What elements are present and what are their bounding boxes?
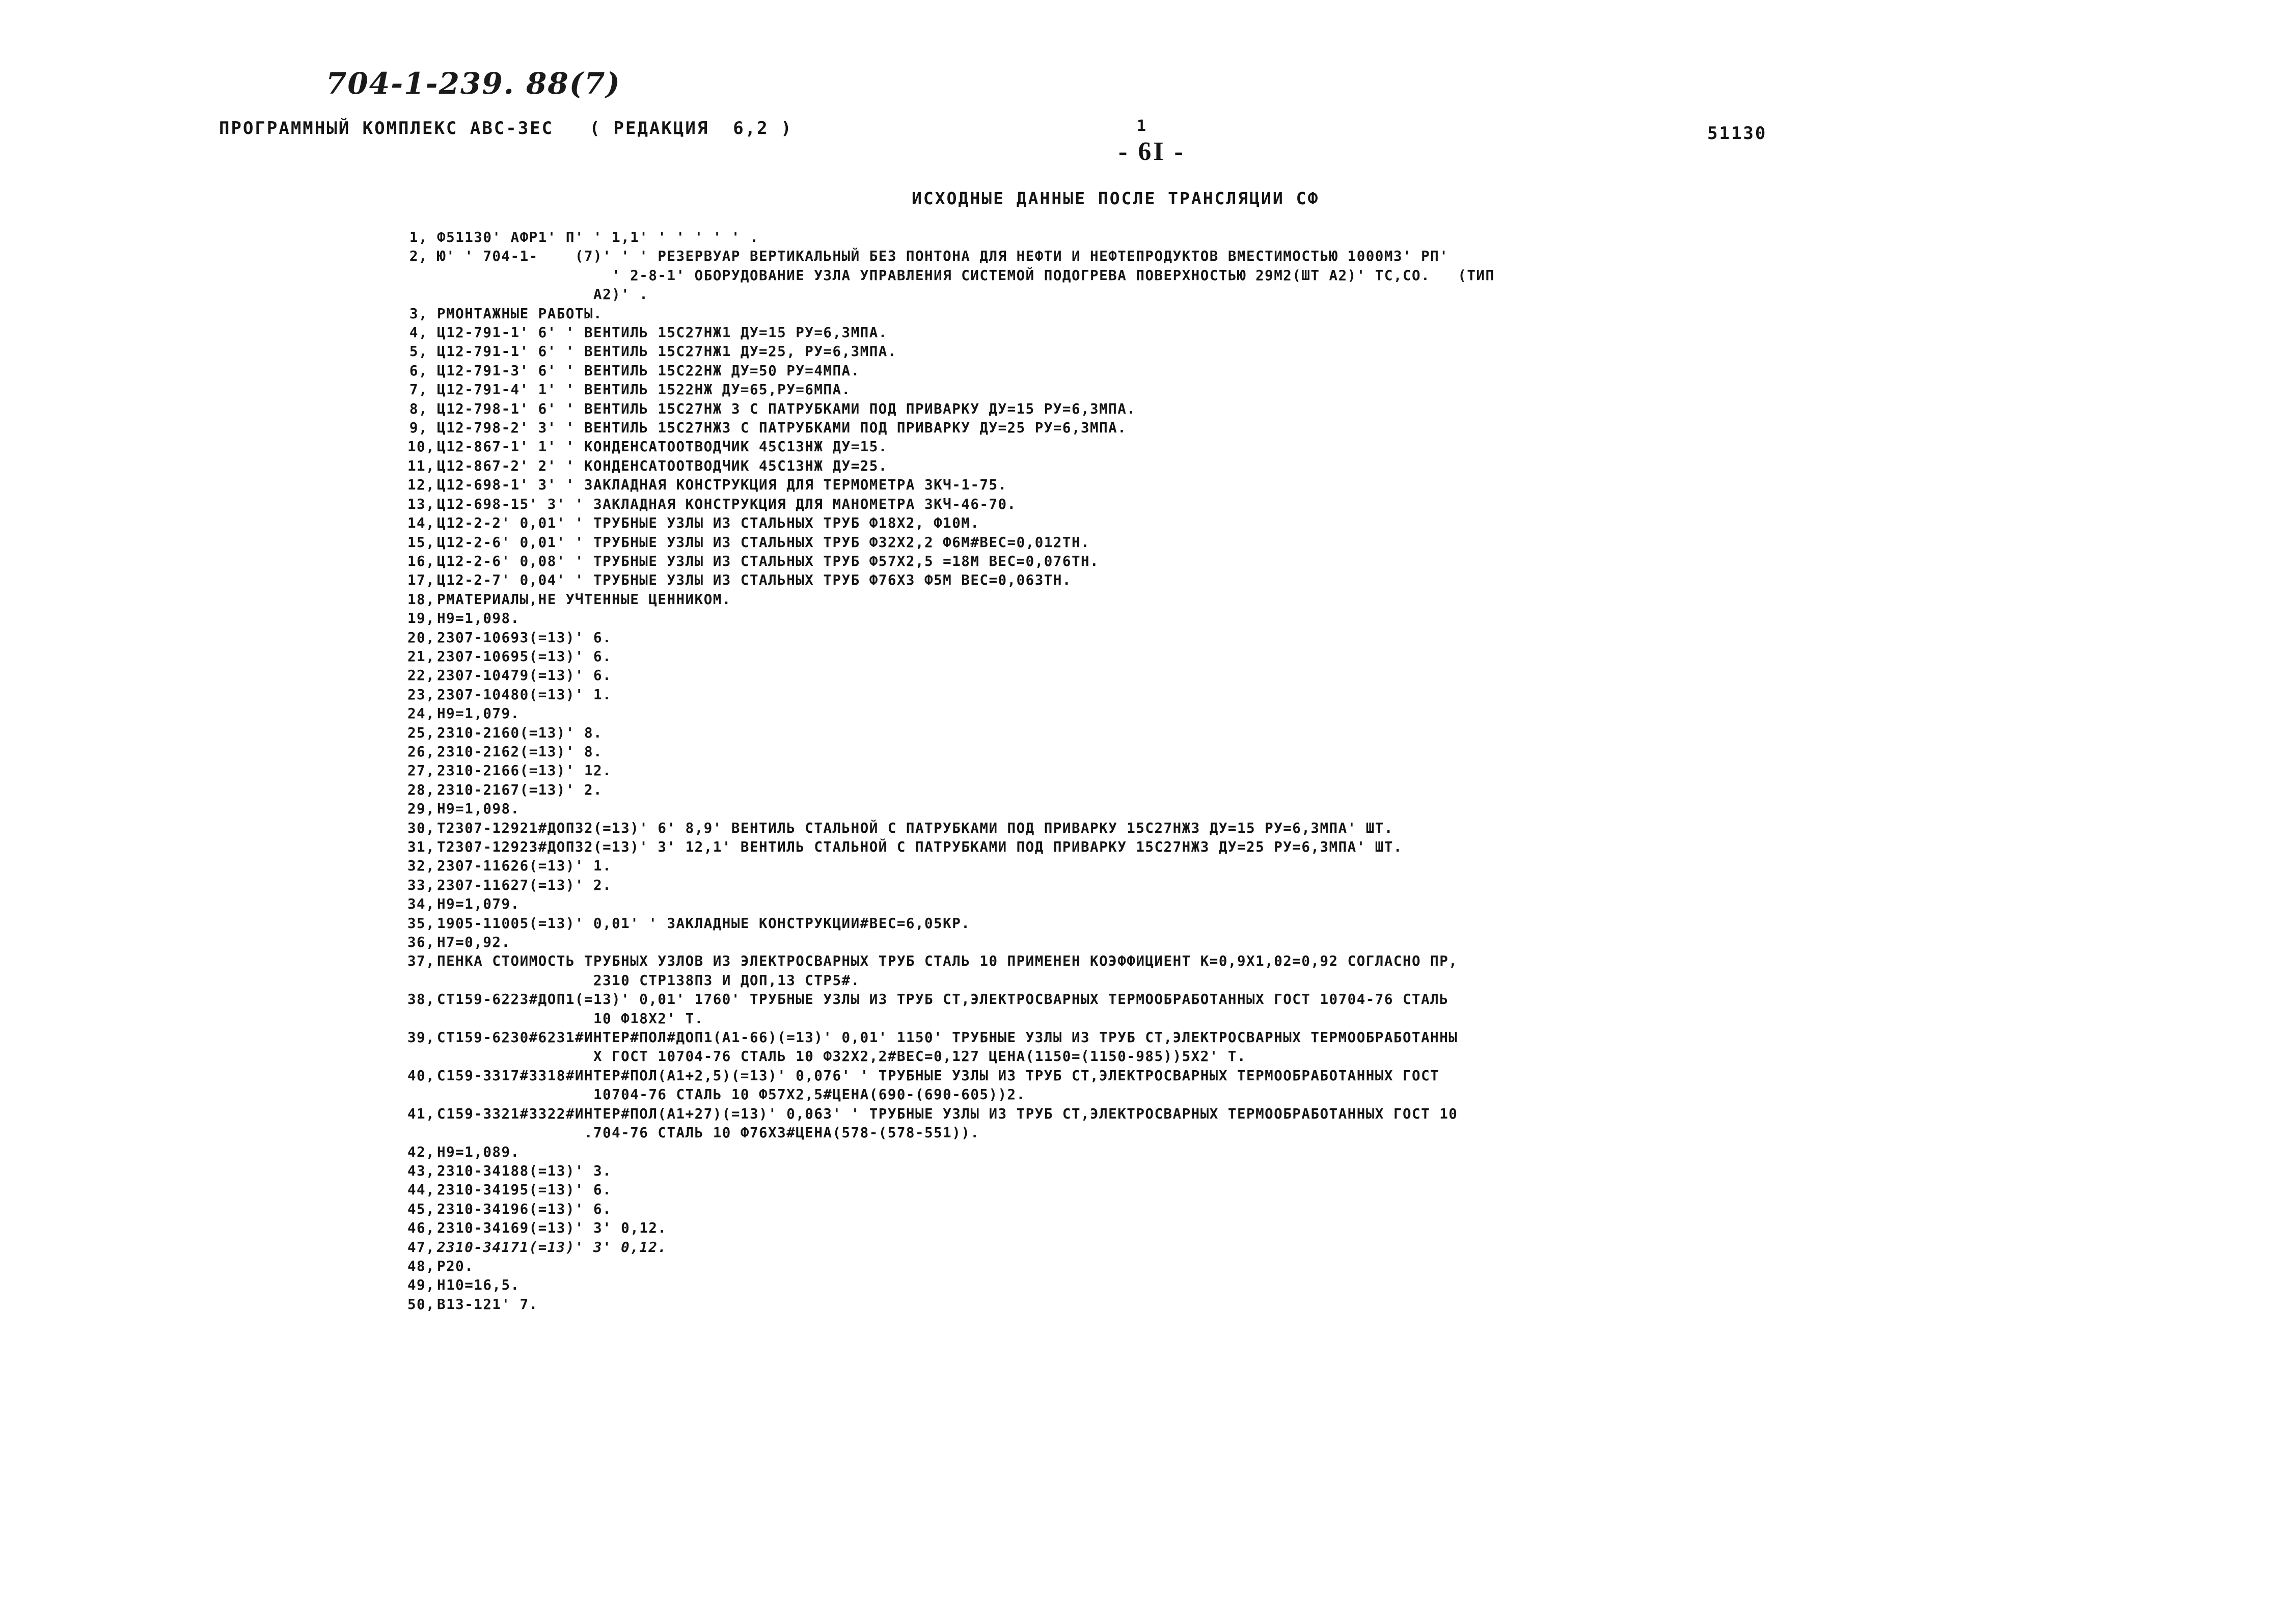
listing-line: [407, 838, 2251, 857]
listing-line: [407, 1162, 2251, 1181]
line-text: Н9=1,098.: [428, 610, 520, 627]
listing-line: [407, 990, 2251, 1009]
listing-line: [407, 876, 2251, 895]
listing-line: [407, 419, 2251, 438]
line-text: 2307-10479(=13)' 6.: [428, 667, 612, 684]
listing-line: [407, 933, 2251, 952]
line-number: 48,: [407, 1258, 435, 1274]
line-text: Н9=1,079.: [428, 705, 520, 722]
line-text: 2310-34196(=13)' 6.: [428, 1201, 612, 1217]
listing-line: [407, 1067, 2251, 1085]
line-text: Ц12-791-3' 6' ' ВЕНТИЛЬ 15С22НЖ ДУ=50 РУ=4МПА.: [428, 362, 860, 379]
listing-line: [407, 438, 2251, 456]
line-text: 2310-34171(=13)' 3' 0,12.: [428, 1239, 667, 1256]
line-text: Ц12-798-2' 3' ' ВЕНТИЛЬ 15С27НЖ3 С ПАТРУБКАМИ ПОД ПРИВАРКУ ДУ=25 РУ=6,3МПА.: [428, 420, 1127, 437]
listing-line: [407, 1143, 2251, 1162]
line-text: Ц12-791-4' 1' ' ВЕНТИЛЬ 1522НЖ ДУ=65,РУ=6МПА.: [428, 381, 851, 398]
listing-line: [407, 761, 2251, 780]
line-text: Ц12-698-15' 3' ' ЗАКЛАДНАЯ КОНСТРУКЦИЯ ДЛЯ МАНОМЕТРА ЗКЧ-46-70.: [428, 496, 1017, 512]
listing-line: [407, 457, 2251, 476]
line-number: 30,: [407, 820, 435, 836]
line-text: 2307-10695(=13)' 6.: [428, 648, 612, 665]
line-text: 2310-2167(=13)' 2.: [428, 781, 603, 798]
line-number: 11,: [407, 457, 435, 474]
line-text: Ц12-2-6' 0,08' ' ТРУБНЫЕ УЗЛЫ ИЗ СТАЛЬНЫХ ТРУБ Ф57Х2,5 =18М ВЕС=0,076ТН.: [428, 553, 1100, 569]
line-number: 40,: [407, 1067, 435, 1084]
line-number: 42,: [407, 1143, 435, 1160]
line-number: 50,: [407, 1296, 435, 1313]
listing-line: [407, 1276, 2251, 1295]
listing-line: [407, 609, 2251, 628]
line-number: 9,: [409, 420, 428, 437]
line-text: 2307-11627(=13)' 2.: [428, 877, 612, 893]
line-text: Ц12-791-1' 6' ' ВЕНТИЛЬ 15С27НЖ1 ДУ=15 РУ=6,3МПА.: [428, 324, 888, 341]
line-text: В13-121' 7.: [428, 1296, 538, 1313]
listing-line: [407, 533, 2251, 552]
line-number: 49,: [407, 1277, 435, 1294]
listing-line-continuation: [407, 1047, 2251, 1066]
line-number: 32,: [407, 858, 435, 875]
line-text: Н9=1,098.: [428, 801, 520, 817]
line-number: 6,: [409, 362, 428, 379]
line-number: 1,: [409, 229, 428, 246]
listing-line-continuation: [407, 1124, 2251, 1142]
page-title: ИСХОДНЫЕ ДАННЫЕ ПОСЛЕ ТРАНСЛЯЦИИ СФ: [912, 188, 1320, 208]
line-number: 25,: [407, 724, 435, 741]
listing-line: [407, 647, 2251, 666]
listing-line: [407, 1105, 2251, 1124]
line-number: 35,: [407, 915, 435, 932]
handwritten-document-code: 704-1-239. 88(7): [326, 66, 621, 101]
listing-line: [407, 800, 2251, 819]
line-number: 19,: [407, 610, 435, 627]
listing-line: [407, 1238, 2251, 1257]
line-text: А2)' .: [428, 286, 649, 303]
line-text: Н9=1,079.: [428, 896, 520, 913]
program-header: ПРОГРАММНЫЙ КОМПЛЕКС АВС-3ЕС ( РЕДАКЦИЯ 6,2 ): [219, 118, 793, 139]
line-text: Ц12-867-1' 1' ' КОНДЕНСАТООТВОДЧИК 45С13НЖ ДУ=15.: [428, 439, 888, 455]
line-number: 23,: [407, 686, 435, 703]
line-text: 1905-11005(=13)' 0,01' ' ЗАКЛАДНЫЕ КОНСТРУКЦИИ#ВЕС=6,05КР.: [428, 915, 971, 932]
listing-line: [407, 914, 2251, 933]
line-text: 10704-76 СТАЛЬ 10 Ф57Х2,5#ЦЕНА(690-(690-605))2.: [428, 1086, 1026, 1103]
line-number: 15,: [407, 534, 435, 551]
document-number: 51130: [1707, 123, 1767, 144]
line-text: СТ159-6223#ДОП1(=13)' 0,01' 1760' ТРУБНЫЕ УЗЛЫ ИЗ ТРУБ СТ,ЭЛЕКТРОСВАРНЫХ ТЕРМООБРАБОТАННЫХ ГОСТ 10704-76 СТАЛЬ: [428, 991, 1449, 1008]
listing-line: [407, 552, 2251, 571]
line-number: 24,: [407, 705, 435, 722]
listing-line-continuation: [407, 1085, 2251, 1104]
line-text: Ц12-698-1' 3' ' ЗАКЛАДНАЯ КОНСТРУКЦИЯ ДЛЯ ТЕРМОМЕТРА ЗКЧ-1-75.: [428, 477, 1007, 494]
listing-line: [407, 704, 2251, 723]
line-number: 39,: [407, 1029, 435, 1046]
line-number: 21,: [407, 648, 435, 665]
line-number: 20,: [407, 629, 435, 646]
listing-line: [407, 495, 2251, 514]
line-text: 2310-34169(=13)' 3' 0,12.: [428, 1220, 667, 1237]
line-text: 2310 СТР138П3 И ДОП,13 СТР5#.: [428, 972, 860, 989]
line-number: 27,: [407, 762, 435, 779]
line-number: 44,: [407, 1182, 435, 1198]
listing-line-continuation: [407, 266, 2251, 285]
source-listing: [407, 228, 2251, 1314]
line-number: 31,: [407, 839, 435, 855]
line-number: 37,: [407, 953, 435, 970]
line-text: 2307-10480(=13)' 1.: [428, 686, 612, 703]
listing-line: [407, 781, 2251, 800]
listing-line: [407, 857, 2251, 876]
listing-line-continuation: [407, 1010, 2251, 1028]
line-number: 14,: [407, 515, 435, 532]
line-number: 18,: [407, 591, 435, 608]
line-number: 34,: [407, 896, 435, 913]
page-number: - 6I -: [1118, 137, 1185, 166]
line-number: 8,: [409, 400, 428, 417]
line-text: .704-76 СТАЛЬ 10 Ф76Х3#ЦЕНА(578-(578-551)).: [428, 1125, 980, 1141]
line-text: 2310-2160(=13)' 8.: [428, 724, 603, 741]
listing-line: [407, 1028, 2251, 1047]
listing-line-continuation: [407, 971, 2251, 990]
line-text: Т2307-12923#ДОП32(=13)' 3' 12,1' ВЕНТИЛЬ СТАЛЬНОЙ С ПАТРУБКАМИ ПОД ПРИВАРКУ 15С27НЖ3 ДУ=25 РУ=6,3МПА' ШТ.: [428, 839, 1403, 855]
line-number: 26,: [407, 743, 435, 760]
line-text: СТ159-6230#6231#ИНТЕР#ПОЛ#ДОП1(А1-66)(=13)' 0,01' 1150' ТРУБНЫЕ УЗЛЫ ИЗ ТРУБ СТ,ЭЛЕКТРОСВАРНЫХ ТЕРМООБРАБОТАННЫ: [428, 1029, 1458, 1046]
line-text: Н10=16,5.: [428, 1277, 520, 1294]
listing-line: [407, 666, 2251, 685]
line-number: 22,: [407, 667, 435, 684]
line-text: С159-3317#3318#ИНТЕР#ПОЛ(А1+2,5)(=13)' 0,076' ' ТРУБНЫЕ УЗЛЫ ИЗ ТРУБ СТ,ЭЛЕКТРОСВАРНЫХ ТЕРМООБРАБОТАННЫХ ГОСТ: [428, 1067, 1440, 1084]
line-number: 16,: [407, 553, 435, 569]
listing-line: [407, 590, 2251, 609]
listing-line: [407, 1181, 2251, 1200]
listing-line: [407, 228, 2251, 247]
listing-line: [407, 342, 2251, 361]
listing-line: [407, 1219, 2251, 1238]
line-text: Ц12-867-2' 2' ' КОНДЕНСАТООТВОДЧИК 45С13НЖ ДУ=25.: [428, 457, 888, 474]
listing-line: [407, 1200, 2251, 1219]
line-number: 12,: [407, 477, 435, 494]
line-number: 36,: [407, 934, 435, 951]
line-number: 2,: [409, 248, 428, 265]
line-number: 47,: [407, 1239, 435, 1256]
line-number: 29,: [407, 801, 435, 817]
listing-line: [407, 724, 2251, 743]
line-number: 28,: [407, 781, 435, 798]
line-text: Ф51130' АФР1' П' ' 1,1' ' ' ' ' ' .: [428, 229, 759, 246]
listing-line: [407, 380, 2251, 399]
line-text: 2310-2166(=13)' 12.: [428, 762, 612, 779]
listing-line: [407, 362, 2251, 380]
line-text: 2310-2162(=13)' 8.: [428, 743, 603, 760]
line-number: 38,: [407, 991, 435, 1008]
listing-line: [407, 514, 2251, 533]
line-text: 10 Ф18Х2' Т.: [428, 1010, 704, 1027]
line-text: Х ГОСТ 10704-76 СТАЛЬ 10 Ф32Х2,2#ВЕС=0,127 ЦЕНА(1150=(1150-985))5Х2' Т.: [428, 1048, 1247, 1065]
line-text: Н7=0,92.: [428, 934, 511, 951]
line-text: 2307-11626(=13)' 1.: [428, 858, 612, 875]
line-number: 3,: [409, 305, 428, 322]
line-number: 13,: [407, 496, 435, 512]
line-text: ' 2-8-1' ОБОРУДОВАНИЕ УЗЛА УПРАВЛЕНИЯ СИСТЕМОЙ ПОДОГРЕВА ПОВЕРХНОСТЬЮ 29М2(ШТ А2)' ТС,СО. (ТИП: [428, 267, 1495, 284]
line-text: Ц12-2-2' 0,01' ' ТРУБНЫЕ УЗЛЫ ИЗ СТАЛЬНЫХ ТРУБ Ф18Х2, Ф10М.: [428, 515, 980, 532]
line-text: Н9=1,089.: [428, 1143, 520, 1160]
line-number: 10,: [407, 439, 435, 455]
line-text: ПЕНКА СТОИМОСТЬ ТРУБНЫХ УЗЛОВ ИЗ ЭЛЕКТРОСВАРНЫХ ТРУБ СТАЛЬ 10 ПРИМЕНЕН КОЭФФИЦИЕНТ К=0,9Х1,02=0,92 СОГЛАСНО ПР,: [428, 953, 1458, 970]
line-text: 2307-10693(=13)' 6.: [428, 629, 612, 646]
listing-line: [407, 476, 2251, 495]
line-text: Ц12-2-7' 0,04' ' ТРУБНЫЕ УЗЛЫ ИЗ СТАЛЬНЫХ ТРУБ Ф76Х3 Ф5М ВЕС=0,063ТН.: [428, 572, 1072, 589]
listing-line: [407, 629, 2251, 647]
line-text: РМАТЕРИАЛЫ,НЕ УЧТЕННЫЕ ЦЕННИКОМ.: [428, 591, 731, 608]
listing-line: [407, 400, 2251, 419]
line-number: 7,: [409, 381, 428, 398]
page-number-small: 1: [1137, 117, 1148, 135]
line-number: 17,: [407, 572, 435, 589]
line-text: 2310-34188(=13)' 3.: [428, 1162, 612, 1179]
listing-line: [407, 323, 2251, 342]
line-number: 5,: [409, 343, 428, 360]
line-number: 33,: [407, 877, 435, 893]
listing-line: [407, 743, 2251, 761]
listing-line: [407, 247, 2251, 266]
line-number: 4,: [409, 324, 428, 341]
listing-line: [407, 686, 2251, 704]
line-text: Ц12-798-1' 6' ' ВЕНТИЛЬ 15С27НЖ 3 С ПАТРУБКАМИ ПОД ПРИВАРКУ ДУ=15 РУ=6,3МПА.: [428, 400, 1136, 417]
line-number: 46,: [407, 1220, 435, 1237]
listing-line: [407, 952, 2251, 971]
line-text: Т2307-12921#ДОП32(=13)' 6' 8,9' ВЕНТИЛЬ СТАЛЬНОЙ С ПАТРУБКАМИ ПОД ПРИВАРКУ 15С27НЖ3 ДУ=15 РУ=6,3МПА' ШТ.: [428, 820, 1393, 836]
line-text: Ц12-791-1' 6' ' ВЕНТИЛЬ 15С27НЖ1 ДУ=25, РУ=6,3МПА.: [428, 343, 897, 360]
listing-line: [407, 1295, 2251, 1314]
listing-line: [407, 571, 2251, 590]
listing-line-continuation: [407, 285, 2251, 304]
listing-line: [407, 819, 2251, 838]
listing-line: [407, 1257, 2251, 1276]
line-text: РМОНТАЖНЫЕ РАБОТЫ.: [428, 305, 603, 322]
line-text: Ц12-2-6' 0,01' ' ТРУБНЫЕ УЗЛЫ ИЗ СТАЛЬНЫХ ТРУБ Ф32Х2,2 Ф6М#ВЕС=0,012ТН.: [428, 534, 1090, 551]
line-text: 2310-34195(=13)' 6.: [428, 1182, 612, 1198]
line-text: Р20.: [428, 1258, 474, 1274]
line-number: 41,: [407, 1105, 435, 1122]
line-text: С159-3321#3322#ИНТЕР#ПОЛ(А1+27)(=13)' 0,063' ' ТРУБНЫЕ УЗЛЫ ИЗ ТРУБ СТ,ЭЛЕКТРОСВАРНЫХ ТЕРМООБРАБОТАННЫХ ГОСТ 10: [428, 1105, 1458, 1122]
line-text: Ю' ' 704-1- (7)' ' ' РЕЗЕРВУАР ВЕРТИКАЛЬНЫЙ БЕЗ ПОНТОНА ДЛЯ НЕФТИ И НЕФТЕПРОДУКТОВ ВМЕСТИМОСТЬЮ 1000М3' РП': [428, 248, 1449, 265]
listing-line: [407, 895, 2251, 914]
listing-line: [407, 305, 2251, 323]
line-number: 43,: [407, 1162, 435, 1179]
line-number: 45,: [407, 1201, 435, 1217]
